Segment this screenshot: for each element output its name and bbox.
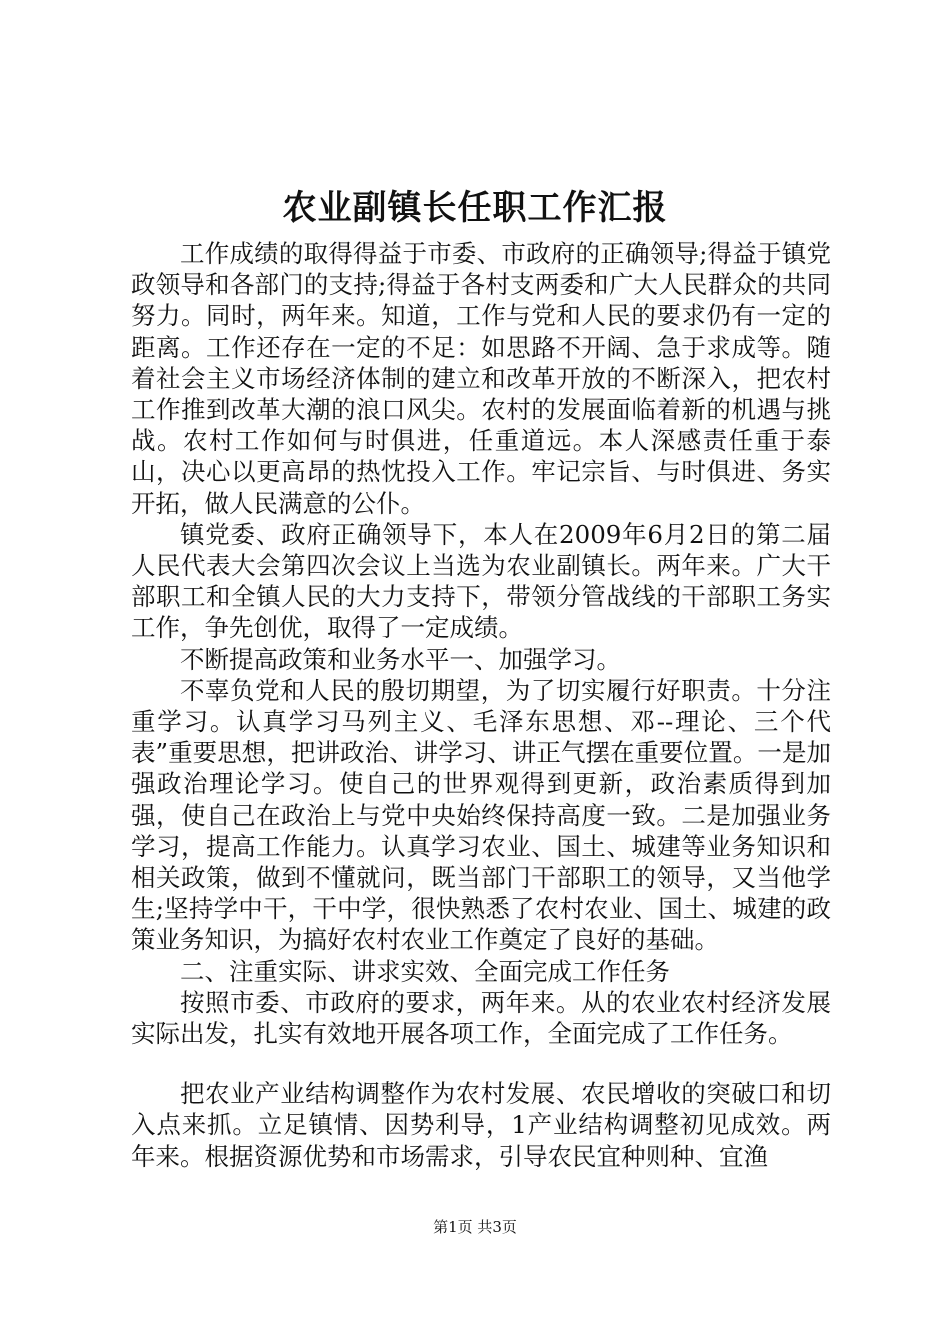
- document-body: [131, 238, 831, 1172]
- paragraph: 按照市委、市政府的要求，两年来。从的农业农村经济发展实际出发，扎实有效地开展各项工作，全面完成了工作任务。: [131, 987, 831, 1049]
- paragraph: 不断提高政策和业务水平一、加强学习。: [180, 644, 621, 674]
- section-heading: 二、注重实际、讲求实效、全面完成工作任务: [180, 956, 670, 986]
- paragraph: 不辜负党和人民的殷切期望，为了切实履行好职责。十分注重学习。认真学习马列主义、毛泽东思想、邓--理论、三个代表”重要思想，把讲政治、讲学习、讲正气摆在重要位置。一是加强政治理论学习。使自己的世界观得到更新，政治素质得到加强，使自己在政治上与党中央始终保持高度一致。二是加强业务学习，提高工作能力。认真学习农业、国土、城建等业务知识和相关政策，做到不懂就问，既当部门干部职工的领导，又当他学生;坚持学中干，干中学，很快熟悉了农村农业、国土、城建的政策业务知识，为搞好农村农业工作奠定了良好的基础。: [131, 675, 831, 955]
- document-title: 农业副镇长任职工作汇报: [282, 188, 668, 228]
- page-number-footer: 第1页 共3页: [433, 1218, 517, 1236]
- paragraph: 把农业产业结构调整作为农村发展、农民增收的突破口和切入点来抓。立足镇情、因势利导，1产业结构调整初见成效。两年来。根据资源优势和市场需求，引导农民宜种则种、宜渔: [131, 1079, 831, 1171]
- paragraph: 工作成绩的取得得益于市委、市政府的正确领导;得益于镇党政领导和各部门的支持;得益于各村支两委和广大人民群众的共同努力。同时，两年来。知道，工作与党和人民的要求仍有一定的距离。工作还存在一定的不足：如思路不开阔、急于求成等。随着社会主义市场经济体制的建立和改革开放的不断深入，把农村工作推到改革大潮的浪口风尖。农村的发展面临着新的机遇与挑战。农村工作如何与时俱进，任重道远。本人深感责任重于泰山，决心以更高昂的热忱投入工作。牢记宗旨、与时俱进、务实开拓，做人民满意的公仆。: [131, 239, 831, 518]
- paragraph: 镇党委、政府正确领导下，本人在2009年6月2日的第二届人民代表大会第四次会议上当选为农业副镇长。两年来。广大干部职工和全镇人民的大力支持下，带领分管战线的干部职工务实工作，争先创优，取得了一定成绩。: [131, 519, 831, 643]
